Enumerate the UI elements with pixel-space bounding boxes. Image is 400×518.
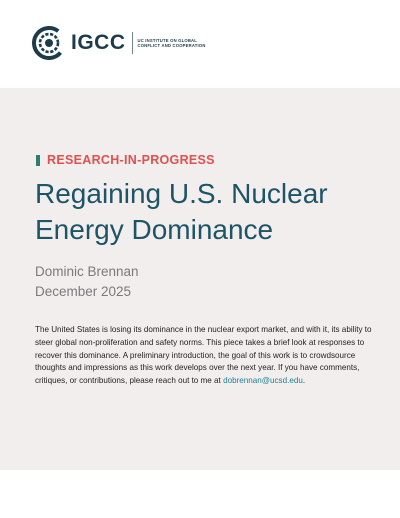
logo-subtitle-line-1: UC INSTITUTE ON GLOBAL: [137, 37, 198, 43]
abstract-end: .: [302, 376, 306, 386]
logo-subtitle: [138, 38, 214, 48]
document-title: Regaining U.S. Nuclear Energy Dominance: [35, 178, 328, 245]
author-name: Dominic Brennan: [35, 264, 139, 279]
abstract-text: The United States is losing its dominance in the nuclear export market, and with it, its ability to steer global non-proliferation and safety norms. This piece takes a brief look at responses to recover this dominance. A preliminary introduction, the goal of this work is to crowdsource thoughts and impressions as this work develops over the next year. If you have comments, critiques, or contributions, please reach out to me at: [35, 325, 372, 386]
abstract-paragraph: [35, 324, 375, 388]
cover-panel: [0, 88, 400, 470]
logo-subtitle-line-2: CONFLICT AND COOPERATION: [137, 43, 206, 48]
document-type-label: [36, 153, 215, 167]
page-header: [0, 0, 400, 88]
logo-wordmark: IGCC: [71, 31, 126, 54]
publication-date: December 2025: [35, 284, 132, 299]
page-footer: [0, 470, 400, 518]
igcc-logo-icon: [32, 26, 66, 60]
logo-divider: [132, 32, 133, 54]
document-type-text: RESEARCH-IN-PROGRESS: [47, 153, 215, 167]
label-accent-bar: [36, 155, 40, 166]
igcc-logo[interactable]: [32, 26, 214, 60]
author-email-link[interactable]: dobrennan@ucsd.edu: [223, 376, 303, 386]
